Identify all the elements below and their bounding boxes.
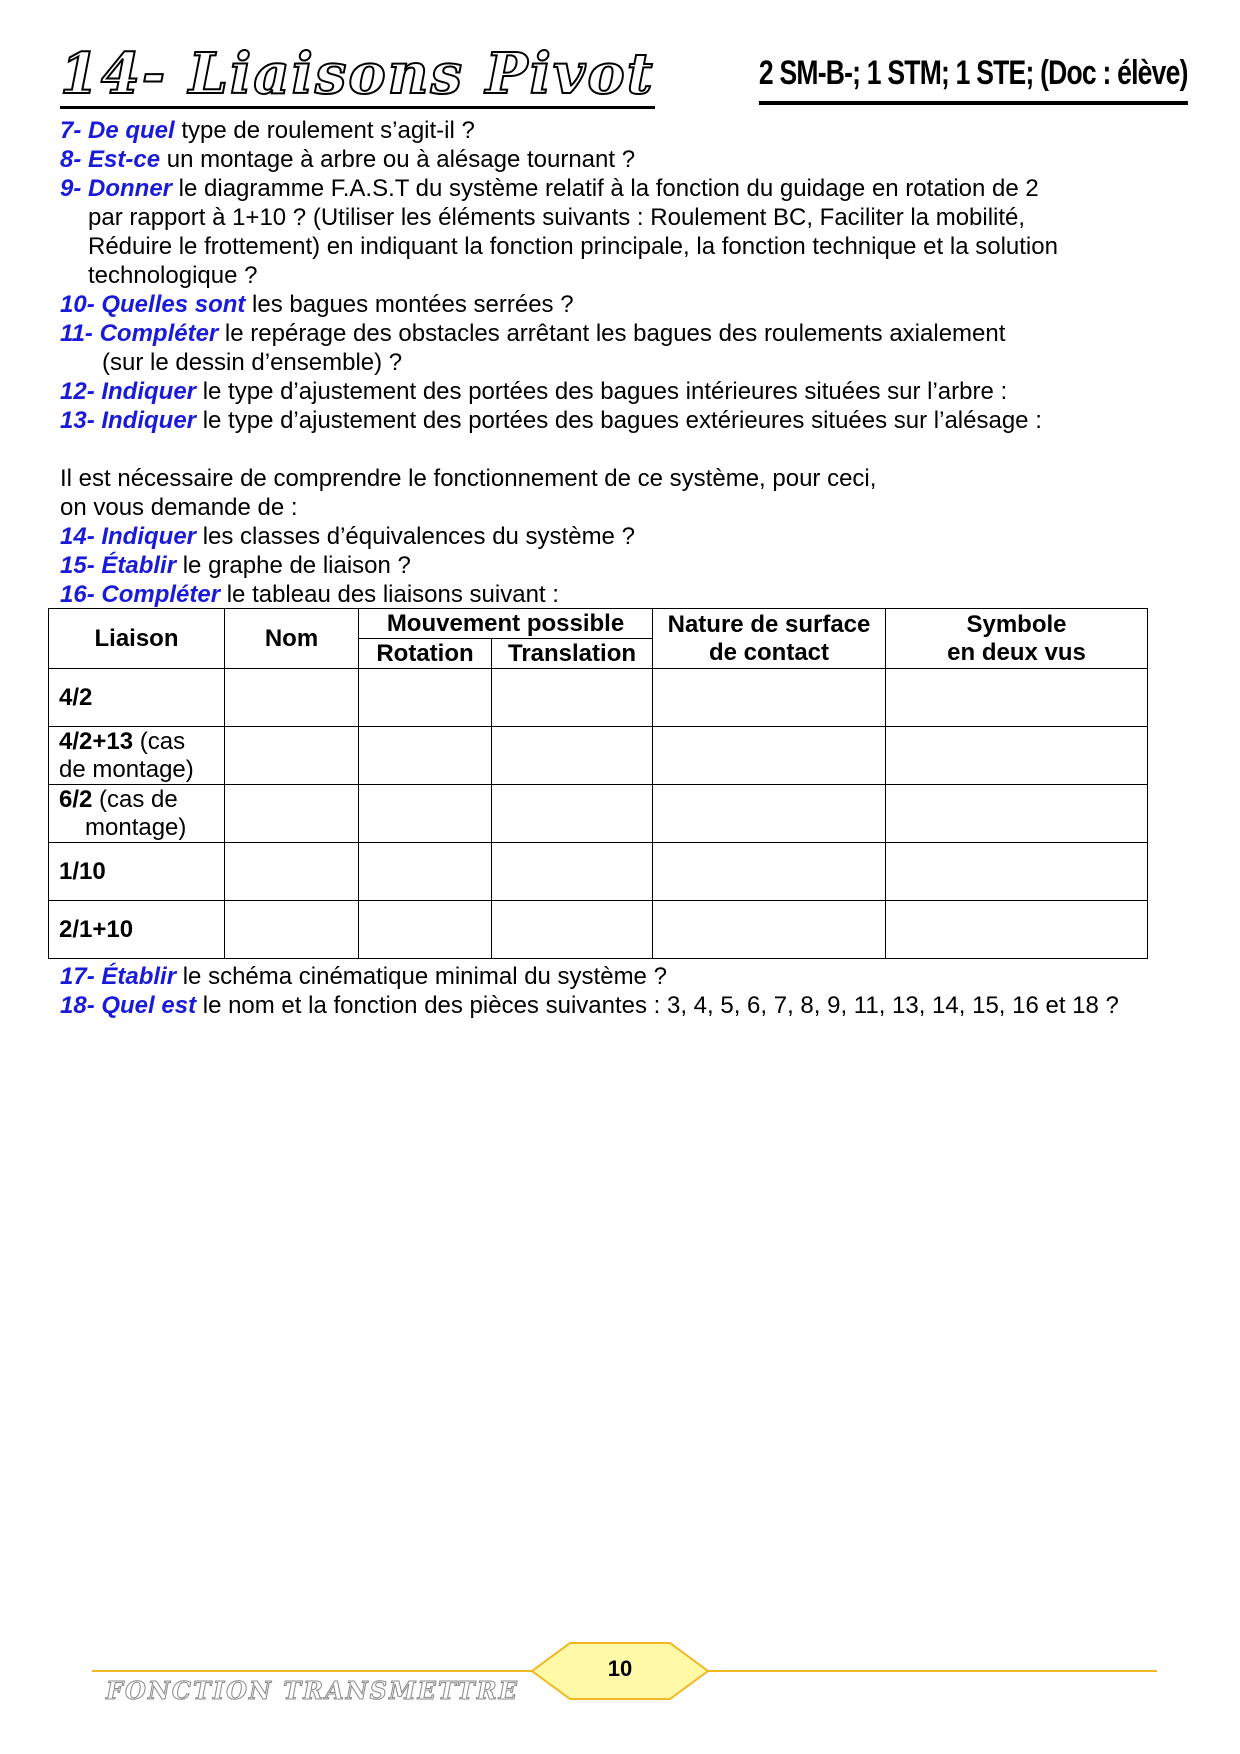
liaison-id: 4/2: [59, 683, 93, 711]
question-14: [60, 522, 1190, 551]
question-text: le repérage des obstacles arrêtant les bagues des roulements axialement: [218, 320, 1006, 347]
question-text: le tableau des liaisons suivant :: [220, 581, 559, 608]
page-title: 14- Liaisons Pivot: [60, 41, 655, 107]
nature-cell[interactable]: [653, 901, 886, 959]
symbole-cell[interactable]: [886, 727, 1148, 785]
question-9: [60, 174, 1190, 203]
header-liaison: Liaison: [49, 609, 225, 669]
liaison-cell: [49, 901, 225, 959]
nom-cell[interactable]: [225, 727, 359, 785]
question-text: le diagramme F.A.S.T du système relatif à la fonction du guidage en rotation de 2: [172, 175, 1039, 202]
table-row: [49, 785, 1148, 843]
table-row: [49, 727, 1148, 785]
question-number: 14- Indiquer: [60, 523, 197, 550]
liaison-cell: [49, 785, 225, 843]
question-10: [60, 290, 1190, 319]
footer-section-title: FONCTION TRANSMETTRE: [106, 1676, 519, 1705]
rotation-cell[interactable]: [359, 727, 492, 785]
symbole-cell[interactable]: [886, 901, 1148, 959]
page-number: 10: [607, 1656, 633, 1681]
question-number: 17- Établir: [60, 963, 177, 990]
rotation-cell[interactable]: [359, 901, 492, 959]
liaison-note-line-2: montage): [85, 813, 187, 841]
header-rotation: Rotation: [359, 639, 492, 669]
header-symbole-line-1: Symbole: [966, 610, 1067, 638]
question-number: 12- Indiquer: [60, 378, 197, 405]
translation-cell[interactable]: [492, 669, 653, 727]
symbole-cell[interactable]: [886, 669, 1148, 727]
nom-cell[interactable]: [225, 901, 359, 959]
page-number-badge: [530, 1640, 710, 1702]
table-row: [49, 843, 1148, 901]
table-header-row: [49, 609, 1148, 639]
liaison-id: 6/2: [59, 785, 93, 813]
question-11-line-2: (sur le dessin d’ensemble) ?: [102, 349, 403, 376]
question-7: [60, 116, 1190, 145]
table-row: [49, 669, 1148, 727]
question-number: 7- De quel: [60, 117, 175, 144]
question-number: 13- Indiquer: [60, 407, 197, 434]
question-8: [60, 145, 1190, 174]
question-11: [60, 319, 1190, 348]
liaison-cell: [49, 669, 225, 727]
question-text: le nom et la fonction des pièces suivantes : 3, 4, 5, 6, 7, 8, 9, 11, 13, 14, 15, 16 et 18 ?: [196, 992, 1119, 1019]
translation-cell[interactable]: [492, 785, 653, 843]
question-13: [60, 406, 1190, 435]
question-9-line-3: Réduire le frottement) en indiquant la fonction principale, la fonction technique et la solution: [88, 233, 1058, 260]
question-9-line-4: technologique ?: [88, 262, 258, 289]
translation-cell[interactable]: [492, 901, 653, 959]
questions-block-2: [60, 962, 1220, 1020]
liaison-note: (cas de: [92, 785, 178, 813]
question-text: un montage à arbre ou à alésage tournant ?: [160, 146, 636, 173]
question-text: le graphe de liaison ?: [176, 552, 411, 579]
nom-cell[interactable]: [225, 785, 359, 843]
question-number: 9- Donner: [60, 175, 173, 202]
question-text: type de roulement s’agit-il ?: [174, 117, 475, 144]
intro-line-1: Il est nécessaire de comprendre le fonctionnement de ce système, pour ceci,: [60, 465, 877, 492]
question-number: 10- Quelles sont: [60, 291, 246, 318]
header-mouvement: Mouvement possible: [359, 609, 653, 639]
question-18: [60, 991, 1220, 1020]
liaison-id: 4/2+13: [59, 727, 134, 755]
rotation-cell[interactable]: [359, 785, 492, 843]
liaisons-table: [48, 608, 1148, 959]
translation-cell[interactable]: [492, 727, 653, 785]
question-17: [60, 962, 1220, 991]
header-nom: Nom: [225, 609, 359, 669]
questions-block: [60, 116, 1190, 609]
header-symbole-line-2: en deux vus: [947, 638, 1086, 666]
question-number: 16- Compléter: [60, 581, 221, 608]
question-number: 18- Quel est: [60, 992, 197, 1019]
symbole-cell[interactable]: [886, 843, 1148, 901]
question-number: 8- Est-ce: [60, 146, 161, 173]
class-info: 2 SM-B-; 1 STM; 1 STE; (Doc : élève): [759, 54, 1188, 105]
question-12: [60, 377, 1190, 406]
liaison-note: (cas: [133, 727, 186, 755]
question-text: le type d’ajustement des portées des bagues intérieures situées sur l’arbre :: [196, 378, 1008, 405]
question-number: 15- Établir: [60, 552, 177, 579]
header-nature: [653, 609, 886, 669]
nom-cell[interactable]: [225, 669, 359, 727]
spacer: [60, 435, 1190, 464]
nature-cell[interactable]: [653, 785, 886, 843]
liaison-id: 2/1+10: [59, 915, 134, 943]
rotation-cell[interactable]: [359, 669, 492, 727]
question-text: les bagues montées serrées ?: [245, 291, 574, 318]
translation-cell[interactable]: [492, 843, 653, 901]
nature-cell[interactable]: [653, 727, 886, 785]
header-symbole: [886, 609, 1148, 669]
liaison-id: 1/10: [59, 857, 106, 885]
rotation-cell[interactable]: [359, 843, 492, 901]
question-15: [60, 551, 1190, 580]
symbole-cell[interactable]: [886, 785, 1148, 843]
nature-cell[interactable]: [653, 669, 886, 727]
nom-cell[interactable]: [225, 843, 359, 901]
question-text: le schéma cinématique minimal du système ?: [176, 963, 667, 990]
question-text: les classes d’équivalences du système ?: [196, 523, 635, 550]
header-translation: Translation: [492, 639, 653, 669]
liaison-cell: [49, 727, 225, 785]
intro-line-2: on vous demande de :: [60, 494, 298, 521]
table-row: [49, 901, 1148, 959]
question-text: le type d’ajustement des portées des bagues extérieures situées sur l’alésage :: [196, 407, 1042, 434]
nature-cell[interactable]: [653, 843, 886, 901]
question-number: 11- Compléter: [60, 320, 219, 347]
header-nature-line-2: de contact: [708, 638, 830, 666]
question-9-line-2: par rapport à 1+10 ? (Utiliser les éléments suivants : Roulement BC, Faciliter la mobilité,: [88, 204, 1026, 231]
liaison-note-line-2: de montage): [59, 755, 194, 783]
liaison-cell: [49, 843, 225, 901]
question-16: [60, 580, 1190, 609]
header-nature-line-1: Nature de surface: [667, 610, 871, 638]
